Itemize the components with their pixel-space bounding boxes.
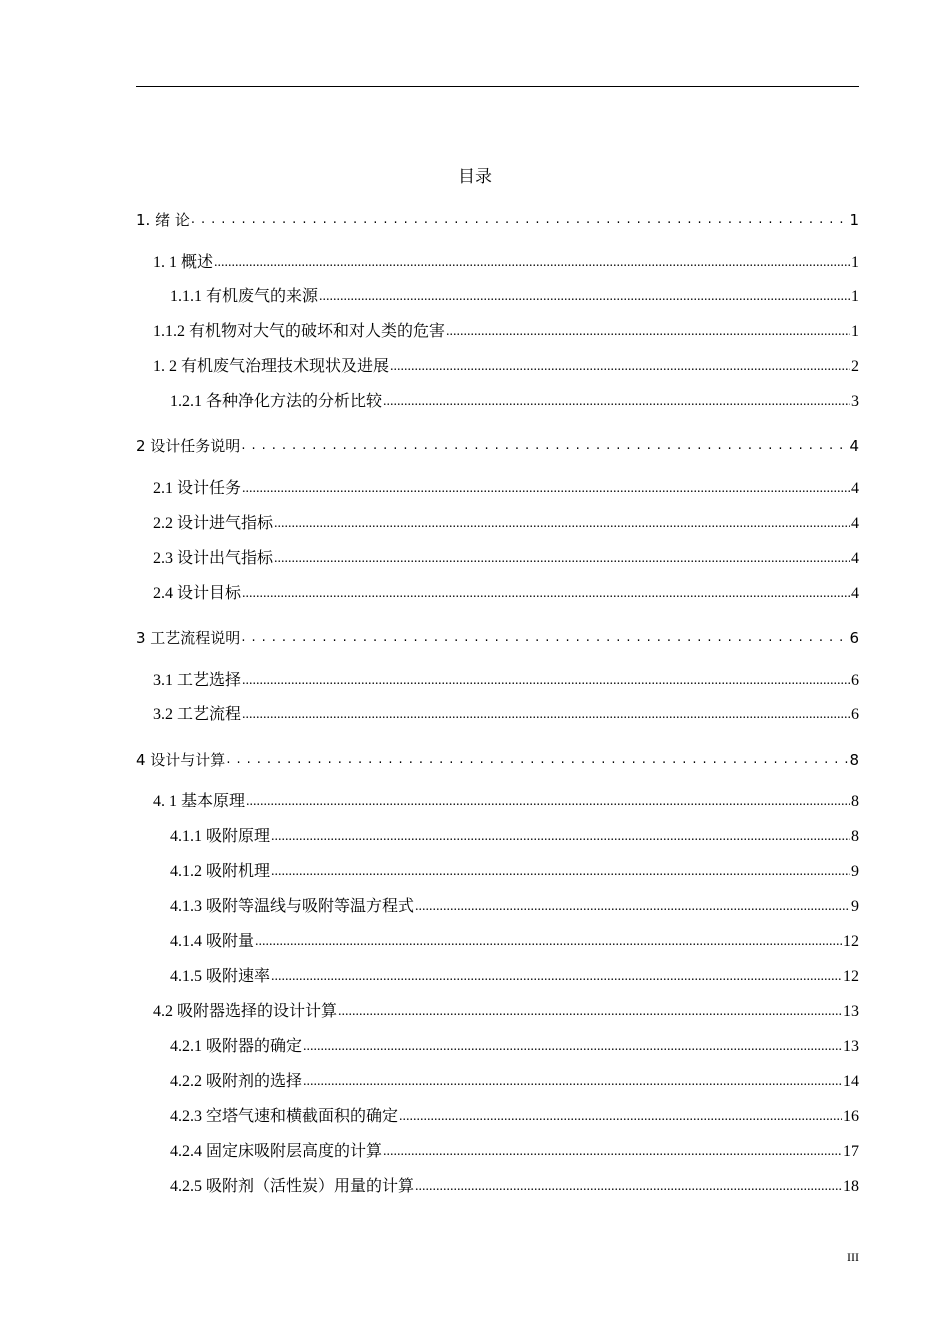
toc-entry-label: 4 设计与计算 bbox=[136, 751, 226, 769]
toc-entry-label: 1. 1 概述 bbox=[153, 254, 214, 271]
toc-entry-page: 17 bbox=[843, 1143, 859, 1160]
toc-entry-label: 4.2 吸附器选择的设计计算 bbox=[153, 1003, 338, 1020]
toc-entry-1-1-2[interactable] bbox=[153, 322, 859, 342]
toc-leader bbox=[399, 1107, 842, 1127]
toc-entry-label: 4.2.3 空塔气速和横截面积的确定 bbox=[170, 1108, 399, 1125]
toc-leader bbox=[303, 1072, 842, 1092]
toc-entry-4-2-5[interactable] bbox=[170, 1177, 859, 1197]
toc-entry-2-4[interactable] bbox=[153, 584, 859, 604]
toc-leader bbox=[241, 436, 848, 456]
toc-entry-page: 6 bbox=[851, 706, 859, 723]
toc-entry-label: 4.1.3 吸附等温线与吸附等温方程式 bbox=[170, 898, 415, 915]
toc-entry-page: 8 bbox=[849, 751, 859, 769]
toc-leader bbox=[271, 967, 842, 987]
toc-entry-label: 2.3 设计出气指标 bbox=[153, 550, 274, 567]
toc-title: 目录 bbox=[458, 167, 492, 187]
toc-leader bbox=[214, 253, 850, 273]
toc-entry-label: 4.1.5 吸附速率 bbox=[170, 968, 271, 985]
toc-entry-4-1[interactable] bbox=[153, 792, 859, 812]
toc-entry-4-1-4[interactable] bbox=[170, 932, 859, 952]
toc-entry-page: 8 bbox=[851, 828, 859, 845]
toc-entry-page: 4 bbox=[851, 515, 859, 532]
toc-entry-4-2-1[interactable] bbox=[170, 1037, 859, 1057]
toc-entry-page: 1 bbox=[851, 288, 859, 305]
toc-entry-page: 4 bbox=[851, 480, 859, 497]
toc-entry-4-1-5[interactable] bbox=[170, 967, 859, 987]
toc-entry-page: 8 bbox=[851, 793, 859, 810]
toc-entry-1-2[interactable] bbox=[153, 357, 859, 377]
toc-entry-4-2-2[interactable] bbox=[170, 1072, 859, 1092]
toc-entry-page: 9 bbox=[851, 898, 859, 915]
toc-entry-label: 4.1.2 吸附机理 bbox=[170, 863, 271, 880]
toc-entry-2-3[interactable] bbox=[153, 549, 859, 569]
toc-entry-page: 12 bbox=[843, 968, 859, 985]
toc-entry-page: 4 bbox=[849, 437, 859, 455]
toc-leader bbox=[271, 862, 850, 882]
toc-leader bbox=[274, 549, 850, 569]
toc-leader bbox=[383, 1142, 842, 1162]
toc-entry-page: 1 bbox=[849, 211, 859, 229]
toc-entry-1[interactable] bbox=[136, 210, 859, 230]
toc-leader bbox=[242, 671, 850, 691]
toc-entry-label: 4.2.5 吸附剂（活性炭）用量的计算 bbox=[170, 1178, 415, 1195]
toc-entry-1-1-1[interactable] bbox=[170, 287, 859, 307]
toc-entry-3-1[interactable] bbox=[153, 671, 859, 691]
toc-leader bbox=[191, 210, 849, 230]
toc-entry-3[interactable] bbox=[136, 628, 859, 648]
toc-entry-2-1[interactable] bbox=[153, 479, 859, 499]
toc-entry-3-2[interactable] bbox=[153, 705, 859, 725]
toc-entry-page: 14 bbox=[843, 1073, 859, 1090]
toc-entry-label: 1. 2 有机废气治理技术现状及进展 bbox=[153, 358, 390, 375]
toc-entry-label: 4.1.1 吸附原理 bbox=[170, 828, 271, 845]
toc-entry-page: 9 bbox=[851, 863, 859, 880]
toc-entry-label: 4.2.1 吸附器的确定 bbox=[170, 1038, 303, 1055]
toc-entry-2-2[interactable] bbox=[153, 514, 859, 534]
toc-entry-4-1-2[interactable] bbox=[170, 862, 859, 882]
toc-leader bbox=[319, 287, 850, 307]
toc-leader bbox=[271, 827, 850, 847]
toc-entry-page: 1 bbox=[851, 254, 859, 271]
toc-leader bbox=[255, 932, 842, 952]
toc-leader bbox=[226, 750, 848, 770]
toc-entry-page: 4 bbox=[851, 585, 859, 602]
toc-entry-2[interactable] bbox=[136, 436, 859, 456]
toc-entry-page: 6 bbox=[849, 629, 859, 647]
toc-leader bbox=[338, 1002, 842, 1022]
toc-entry-label: 2 设计任务说明 bbox=[136, 437, 241, 455]
toc-entry-1-1[interactable] bbox=[153, 253, 859, 273]
toc-leader bbox=[241, 628, 848, 648]
toc-entry-page: 1 bbox=[851, 323, 859, 340]
toc-leader bbox=[242, 479, 850, 499]
toc-leader bbox=[274, 514, 850, 534]
toc-leader bbox=[246, 792, 850, 812]
toc-entry-page: 2 bbox=[851, 358, 859, 375]
toc-entry-label: 3.2 工艺流程 bbox=[153, 706, 242, 723]
toc-leader bbox=[415, 897, 850, 917]
toc-entry-4-2-4[interactable] bbox=[170, 1142, 859, 1162]
page-number: III bbox=[847, 1250, 859, 1264]
toc-entry-page: 16 bbox=[843, 1108, 859, 1125]
toc-entry-label: 4.1.4 吸附量 bbox=[170, 933, 255, 950]
toc-entry-label: 4. 1 基本原理 bbox=[153, 793, 246, 810]
toc-entry-4-2[interactable] bbox=[153, 1002, 859, 1022]
toc-entry-label: 4.2.4 固定床吸附层高度的计算 bbox=[170, 1143, 383, 1160]
toc-entry-label: 2.1 设计任务 bbox=[153, 480, 242, 497]
toc-entry-label: 1. 绪 论 bbox=[136, 211, 190, 229]
toc-entry-page: 13 bbox=[843, 1038, 859, 1055]
toc-entry-4-2-3[interactable] bbox=[170, 1107, 859, 1127]
toc-leader bbox=[446, 322, 850, 342]
toc-entry-page: 12 bbox=[843, 933, 859, 950]
toc-entry-label: 2.2 设计进气指标 bbox=[153, 515, 274, 532]
toc-entry-4[interactable] bbox=[136, 750, 859, 770]
toc-entry-label: 2.4 设计目标 bbox=[153, 585, 242, 602]
toc-entry-label: 3 工艺流程说明 bbox=[136, 629, 241, 647]
toc-entry-4-1-3[interactable] bbox=[170, 897, 859, 917]
toc-entry-label: 3.1 工艺选择 bbox=[153, 672, 242, 689]
toc-leader bbox=[303, 1037, 842, 1057]
toc-entry-1-2-1[interactable] bbox=[170, 392, 859, 412]
toc-leader bbox=[242, 584, 850, 604]
toc-leader bbox=[390, 357, 850, 377]
toc-leader bbox=[415, 1177, 842, 1197]
toc-entry-label: 1.2.1 各种净化方法的分析比较 bbox=[170, 393, 383, 410]
toc-entry-page: 6 bbox=[851, 672, 859, 689]
toc-entry-page: 18 bbox=[843, 1178, 859, 1195]
toc-entry-label: 1.1.1 有机废气的来源 bbox=[170, 288, 319, 305]
toc-entry-label: 1.1.2 有机物对大气的破坏和对人类的危害 bbox=[153, 323, 446, 340]
toc-entry-page: 13 bbox=[843, 1003, 859, 1020]
toc-entry-label: 4.2.2 吸附剂的选择 bbox=[170, 1073, 303, 1090]
toc-leader bbox=[383, 392, 850, 412]
toc-entry-4-1-1[interactable] bbox=[170, 827, 859, 847]
toc-leader bbox=[242, 705, 850, 725]
toc-entry-page: 4 bbox=[851, 550, 859, 567]
toc-entry-page: 3 bbox=[851, 393, 859, 410]
